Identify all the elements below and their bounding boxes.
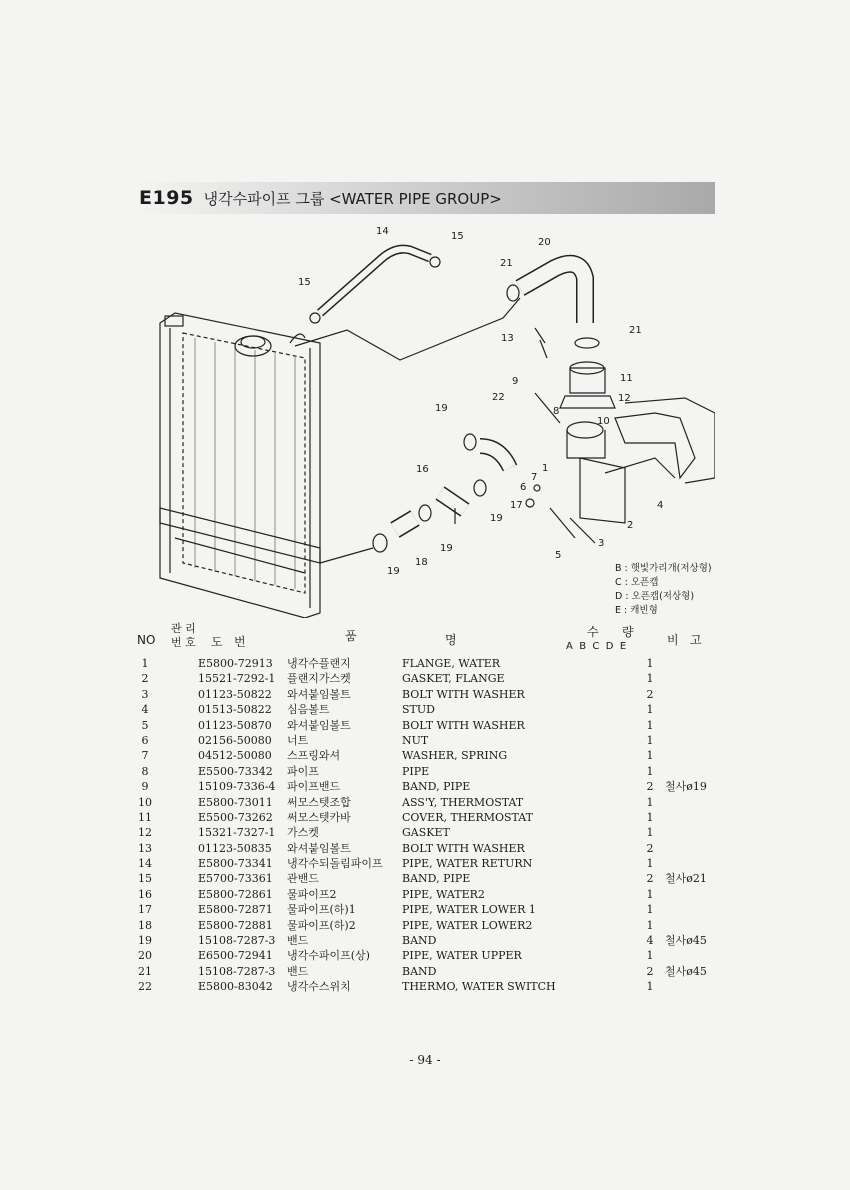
row-number: 2: [141, 672, 149, 686]
legend-item-b: B : 햇빛가리개(저상형): [615, 563, 712, 574]
row-number: 10: [138, 795, 152, 809]
callout-19d: 19: [387, 566, 400, 577]
quantity: 2: [646, 687, 654, 701]
table-row: [135, 795, 715, 810]
remarks: 철사ø21: [665, 872, 707, 886]
page-number: - 94 -: [409, 1053, 441, 1067]
english-name: BAND: [402, 934, 437, 948]
part-number: 01123-50822: [198, 687, 272, 701]
row-number: 9: [141, 780, 149, 794]
legend-item-c: C : 오픈캡: [615, 577, 659, 588]
header-no: NO: [137, 633, 156, 647]
english-name: PIPE, WATER2: [402, 887, 485, 901]
korean-name: 파이프: [287, 764, 319, 778]
korean-name: 와셔붙임볼트: [287, 841, 351, 855]
row-number: 8: [141, 764, 149, 778]
english-name: NUT: [402, 733, 429, 747]
english-name: GASKET, FLANGE: [402, 672, 505, 686]
row-number: 3: [141, 687, 149, 701]
quantity: 4: [646, 934, 654, 948]
english-name: BAND: [402, 964, 437, 978]
part-number: E5500-73342: [198, 764, 273, 778]
header-name-a: 품: [345, 629, 357, 643]
remarks: 철사ø19: [665, 780, 707, 794]
remarks: 철사ø45: [665, 934, 707, 948]
section-title: 냉각수파이프 그룹 <WATER PIPE GROUP>: [203, 189, 502, 208]
english-name: THERMO, WATER SWITCH: [402, 980, 556, 994]
table-row: [135, 718, 715, 733]
part-number: E5800-72881: [198, 918, 273, 932]
korean-name: 냉각수되돌림파이프: [287, 857, 383, 871]
exploded-parts-diagram: [135, 218, 715, 618]
english-name: STUD: [402, 703, 435, 717]
korean-name: 밴드: [287, 934, 309, 948]
part-number: E5800-72913: [198, 657, 273, 670]
callout-10: 10: [597, 416, 610, 427]
quantity: 2: [646, 841, 654, 855]
callout-19a: 19: [435, 403, 448, 414]
english-name: BOLT WITH WASHER: [402, 718, 525, 732]
part-number: E5700-73361: [198, 872, 273, 886]
callout-12: 12: [618, 393, 631, 404]
row-number: 16: [138, 887, 152, 901]
quantity: 1: [646, 903, 654, 917]
table-row: [135, 764, 715, 779]
section-code: E195: [139, 187, 194, 209]
korean-name: 냉각수플랜지: [287, 657, 351, 670]
part-number: 15109-7336-4: [198, 780, 276, 794]
english-name: PIPE: [402, 764, 430, 778]
callout-18: 18: [415, 557, 428, 568]
quantity: 1: [646, 810, 654, 824]
part-number: 15108-7287-3: [198, 964, 276, 978]
table-row: [135, 810, 715, 825]
callout-3: 3: [598, 538, 605, 549]
table-row: [135, 733, 715, 748]
table-row: [135, 948, 715, 963]
korean-name: 밴드: [287, 964, 309, 978]
table-row: [135, 825, 715, 840]
callout-20: 20: [538, 237, 551, 248]
callout-15b: 15: [298, 277, 311, 288]
korean-name: 심음볼트: [287, 703, 330, 717]
table-row: [135, 656, 715, 671]
table-row: [135, 841, 715, 856]
parts-table-body: [135, 656, 715, 995]
header-qty-b: 량: [622, 625, 634, 639]
korean-name: 관밴드: [287, 872, 319, 886]
quantity: 1: [646, 672, 654, 686]
row-number: 21: [138, 964, 152, 978]
part-number: E5800-73341: [198, 857, 273, 871]
quantity: 1: [646, 918, 654, 932]
callout-13: 13: [501, 333, 514, 344]
row-number: 1: [141, 657, 149, 670]
quantity: 1: [646, 949, 654, 963]
variant-legend: [615, 562, 712, 618]
quantity: 1: [646, 795, 654, 809]
legend-item-d: D : 오픈캡(저상형): [615, 591, 695, 602]
callout-15a: 15: [451, 231, 464, 242]
callout-5: 5: [555, 550, 562, 561]
english-name: PIPE, WATER RETURN: [402, 857, 533, 871]
callout-22: 22: [492, 392, 505, 403]
quantity: 2: [646, 780, 654, 794]
part-number: E5800-72861: [198, 887, 273, 901]
quantity: 1: [646, 887, 654, 901]
quantity: 1: [646, 718, 654, 732]
header-qty-letters: A B C D E: [566, 641, 627, 652]
part-number: 01513-50822: [198, 703, 272, 717]
part-number: 02156-50080: [198, 733, 272, 747]
row-number: 11: [138, 810, 152, 824]
diagram-illustration: [135, 218, 715, 618]
quantity: 1: [646, 703, 654, 717]
korean-name: 와셔붙임볼트: [287, 718, 351, 732]
table-row: [135, 887, 715, 902]
korean-name: 파이프밴드: [287, 780, 341, 794]
header-mgmt-top: 관 리: [171, 622, 196, 635]
part-number: 15321-7327-1: [198, 826, 276, 840]
quantity: 2: [646, 964, 654, 978]
table-row: [135, 979, 715, 994]
header-part-no: 도 번: [211, 635, 246, 649]
korean-name: 물파이프2: [287, 887, 337, 901]
callout-8: 8: [553, 406, 560, 417]
korean-name: 스프링와셔: [287, 749, 341, 763]
table-row: [135, 702, 715, 717]
table-row: [135, 902, 715, 917]
korean-name: 써모스텟조합: [287, 795, 351, 809]
quantity: 2: [646, 872, 654, 886]
quantity: 1: [646, 657, 654, 670]
table-row: [135, 748, 715, 763]
table-row: [135, 687, 715, 702]
korean-name: 너트: [287, 733, 309, 747]
remarks: 철사ø45: [665, 964, 707, 978]
table-row: [135, 871, 715, 886]
part-number: 15521-7292-1: [198, 672, 276, 686]
row-number: 12: [138, 826, 152, 840]
korean-name: 물파이프(하)2: [287, 918, 356, 932]
callout-2: 2: [627, 520, 634, 531]
part-number: E5800-83042: [198, 980, 273, 994]
english-name: PIPE, WATER LOWER 1: [402, 903, 536, 917]
callout-17: 17: [510, 500, 523, 511]
english-name: COVER, THERMOSTAT: [402, 810, 533, 824]
quantity: 1: [646, 826, 654, 840]
row-number: 4: [141, 703, 149, 717]
row-number: 5: [141, 718, 149, 732]
quantity: 1: [646, 980, 654, 994]
part-number: E6500-72941: [198, 949, 273, 963]
english-name: BAND, PIPE: [402, 872, 471, 886]
row-number: 7: [141, 749, 149, 763]
korean-name: 써모스텟카바: [287, 810, 351, 824]
callout-21a: 21: [500, 258, 513, 269]
row-number: 6: [141, 733, 149, 747]
header-qty-a: 수: [587, 625, 599, 639]
callout-6: 6: [520, 482, 527, 493]
callout-21b: 21: [629, 325, 642, 336]
section-title-bar: [135, 182, 715, 214]
row-number: 17: [138, 903, 152, 917]
english-name: BOLT WITH WASHER: [402, 841, 525, 855]
row-number: 22: [138, 980, 152, 994]
callout-19c: 19: [440, 543, 453, 554]
english-name: BOLT WITH WASHER: [402, 687, 525, 701]
english-name: BAND, PIPE: [402, 780, 471, 794]
english-name: FLANGE, WATER: [402, 657, 501, 670]
table-row: [135, 671, 715, 686]
english-name: PIPE, WATER UPPER: [402, 949, 522, 963]
english-name: GASKET: [402, 826, 450, 840]
quantity: 1: [646, 733, 654, 747]
header-name-b: 명: [445, 633, 457, 647]
korean-name: 물파이프(하)1: [287, 903, 356, 917]
callout-14: 14: [376, 226, 389, 237]
radiator-drawing: [160, 313, 320, 618]
english-name: PIPE, WATER LOWER2: [402, 918, 533, 932]
quantity: 1: [646, 764, 654, 778]
table-row: [135, 779, 715, 794]
row-number: 15: [138, 872, 152, 886]
row-number: 18: [138, 918, 152, 932]
parts-table-header: [135, 623, 715, 657]
english-name: ASS'Y, THERMOSTAT: [402, 795, 524, 809]
korean-name: 와셔붙임볼트: [287, 687, 351, 701]
part-number: E5800-73011: [198, 795, 273, 809]
header-mgmt-bottom: 번 호: [171, 636, 196, 649]
row-number: 14: [138, 857, 152, 871]
part-number: E5500-73262: [198, 810, 273, 824]
table-row: [135, 964, 715, 979]
row-number: 20: [138, 949, 152, 963]
legend-item-e: E : 캐빈형: [615, 605, 658, 616]
table-row: [135, 933, 715, 948]
korean-name: 플랜지가스켓: [287, 672, 351, 686]
row-number: 13: [138, 841, 152, 855]
callout-11: 11: [620, 373, 633, 384]
callout-7: 7: [531, 472, 538, 483]
part-number: 01123-50835: [198, 841, 272, 855]
callout-19b: 19: [490, 513, 503, 524]
korean-name: 가스켓: [287, 826, 319, 840]
callout-16: 16: [416, 464, 429, 475]
part-number: 04512-50080: [198, 749, 272, 763]
callout-9: 9: [512, 376, 519, 387]
row-number: 19: [138, 934, 152, 948]
table-row: [135, 856, 715, 871]
table-row: [135, 918, 715, 933]
callout-4: 4: [657, 500, 664, 511]
english-name: WASHER, SPRING: [402, 749, 508, 763]
callout-1: 1: [542, 463, 549, 474]
part-number: E5800-72871: [198, 903, 273, 917]
korean-name: 냉각수스위치: [287, 980, 351, 994]
quantity: 1: [646, 749, 654, 763]
part-number: 15108-7287-3: [198, 934, 276, 948]
part-number: 01123-50870: [198, 718, 272, 732]
korean-name: 냉각수파이프(상): [287, 949, 370, 963]
quantity: 1: [646, 857, 654, 871]
header-remarks: 비 고: [667, 633, 702, 647]
